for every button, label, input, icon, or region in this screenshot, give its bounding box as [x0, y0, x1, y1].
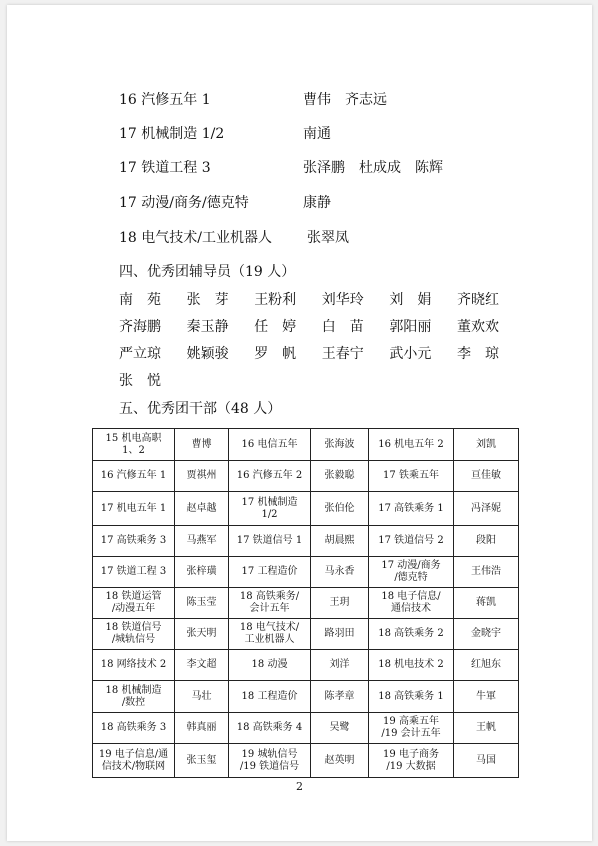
class-cell: 18 工程造价: [229, 681, 311, 713]
name-cell: 胡晨熙: [311, 526, 369, 557]
class-cell: 17 机械制造 1/2: [229, 492, 311, 526]
person-name: 郭阳丽: [389, 319, 432, 335]
class-name: 17 动漫/商务/德克特: [119, 195, 249, 211]
class-cell: 17 工程造价: [229, 557, 311, 588]
name-cell: 金晓宇: [454, 619, 519, 650]
class-names: 康静: [303, 195, 331, 211]
name-cell: 张玉玺: [175, 744, 229, 778]
class-cell: 18 机械制造 /数控: [93, 681, 175, 713]
class-cell: 15 机电高职 1、2: [93, 429, 175, 461]
person-name: 张 芽: [186, 292, 229, 308]
name-cell: 冯泽妮: [454, 492, 519, 526]
name-cell: 赵英明: [311, 744, 369, 778]
class-cell: 19 高乘五年 /19 会计五年: [369, 713, 454, 744]
person-name: 王春宁: [321, 346, 364, 362]
person-name: 任 婷: [254, 319, 297, 335]
class-names: 曹伟 齐志远: [303, 92, 387, 108]
name-cell: 马国: [454, 744, 519, 778]
class-cell: 17 高铁乘务 3: [93, 526, 175, 557]
name-cell: 路羽田: [311, 619, 369, 650]
person-name: 武小元: [389, 346, 432, 362]
name-cell: 陈玉莹: [175, 588, 229, 619]
name-row: [119, 316, 499, 343]
name-cell: 曹博: [175, 429, 229, 461]
table-row: [93, 429, 519, 461]
class-name: 18 电气技术/工业机器人: [119, 230, 272, 246]
name-cell: 亘佳敏: [454, 461, 519, 492]
class-cell: 18 高铁乘务 1: [369, 681, 454, 713]
person-name: 齐海鹏: [119, 319, 161, 335]
name-cell: 吴鹭: [311, 713, 369, 744]
class-cell: 16 机电五年 2: [369, 429, 454, 461]
name-cell: 贾祺州: [175, 461, 229, 492]
class-cell: 17 高铁乘务 1: [369, 492, 454, 526]
name-cell: 马壮: [175, 681, 229, 713]
class-cell: 17 铁道信号 1: [229, 526, 311, 557]
class-cell: 18 机电技术 2: [369, 650, 454, 681]
name-cell: 红旭东: [454, 650, 519, 681]
table-row: [93, 619, 519, 650]
counselor-name-grid: [119, 289, 499, 397]
person-name: 董欢欢: [456, 319, 499, 335]
class-cell: 18 电子信息/ 通信技术: [369, 588, 454, 619]
name-cell: 刘洋: [311, 650, 369, 681]
name-cell: 陈孝章: [311, 681, 369, 713]
table-row: [93, 461, 519, 492]
class-cell: 17 铁道工程 3: [93, 557, 175, 588]
name-cell: 张天明: [175, 619, 229, 650]
person-name: 王粉利: [254, 292, 297, 308]
class-cell: 18 铁道运管 /动漫五年: [93, 588, 175, 619]
name-cell: 张毅聪: [311, 461, 369, 492]
person-name: 南 苑: [119, 292, 161, 308]
class-cell: 16 汽修五年 2: [229, 461, 311, 492]
table-row: [93, 744, 519, 778]
person-name: 刘华玲: [321, 292, 364, 308]
person-name: 姚颖骏: [186, 346, 229, 362]
name-cell: 王玥: [311, 588, 369, 619]
section-heading: 四、优秀团辅导员（19 人）: [119, 264, 296, 280]
name-row: [119, 370, 499, 397]
table-row: [93, 492, 519, 526]
class-name: 17 机械制造 1/2: [119, 126, 225, 142]
table-row: [93, 681, 519, 713]
class-cell: 16 汽修五年 1: [93, 461, 175, 492]
class-cell: 17 动漫/商务 /德克特: [369, 557, 454, 588]
class-cell: 19 电子商务 /19 大数据: [369, 744, 454, 778]
table-row: [93, 588, 519, 619]
class-name: 16 汽修五年 1: [119, 92, 211, 108]
person-name: 秦玉静: [186, 319, 229, 335]
table-row: [93, 557, 519, 588]
class-cell: 16 电信五年: [229, 429, 311, 461]
name-cell: 张伯伦: [311, 492, 369, 526]
class-cell: 17 机电五年 1: [93, 492, 175, 526]
name-cell: 韩真丽: [175, 713, 229, 744]
class-cell: 18 高铁乘务/ 会计五年: [229, 588, 311, 619]
name-cell: 张海波: [311, 429, 369, 461]
page-number: 2: [296, 780, 303, 793]
class-cell: 18 动漫: [229, 650, 311, 681]
name-cell: 马燕军: [175, 526, 229, 557]
name-cell: 王帆: [454, 713, 519, 744]
class-cell: 17 铁道信号 2: [369, 526, 454, 557]
person-name: 李 琼: [456, 346, 499, 362]
class-name: 17 铁道工程 3: [119, 160, 211, 176]
cadre-table: [92, 428, 519, 778]
class-cell: 19 电子信息/通 信技术/物联网: [93, 744, 175, 778]
person-name: 白 苗: [321, 319, 364, 335]
name-cell: 牛軍: [454, 681, 519, 713]
table-row: [93, 650, 519, 681]
table-row: [93, 526, 519, 557]
class-cell: 18 高铁乘务 3: [93, 713, 175, 744]
class-cell: 17 铁乘五年: [369, 461, 454, 492]
class-cell: 18 高铁乘务 4: [229, 713, 311, 744]
person-name: 齐晓红: [456, 292, 499, 308]
name-cell: 王伟浩: [454, 557, 519, 588]
name-cell: 蒋凯: [454, 588, 519, 619]
class-cell: 18 电气技术/ 工业机器人: [229, 619, 311, 650]
document-page: [7, 5, 592, 841]
person-name: 严立琼: [119, 346, 161, 362]
section-heading: 五、优秀团干部（48 人）: [119, 401, 282, 417]
class-cell: 19 城轨信号 /19 铁道信号: [229, 744, 311, 778]
class-names: 张泽鹏 杜成成 陈辉: [303, 160, 443, 176]
name-cell: 李文超: [175, 650, 229, 681]
class-cell: 18 高铁乘务 2: [369, 619, 454, 650]
name-row: [119, 289, 499, 316]
class-names: 张翠凤: [307, 230, 349, 246]
name-row: [119, 343, 499, 370]
name-cell: 赵卓越: [175, 492, 229, 526]
name-cell: 马永香: [311, 557, 369, 588]
table-row: [93, 713, 519, 744]
person-name: 张 悦: [119, 373, 161, 389]
name-cell: 刘凯: [454, 429, 519, 461]
class-names: 南通: [303, 126, 331, 142]
name-cell: 张梓璜: [175, 557, 229, 588]
class-cell: 18 铁道信号 /城轨信号: [93, 619, 175, 650]
person-name: 刘 娟: [389, 292, 432, 308]
person-name: 罗 帆: [254, 346, 297, 362]
name-cell: 段阳: [454, 526, 519, 557]
class-cell: 18 网络技术 2: [93, 650, 175, 681]
